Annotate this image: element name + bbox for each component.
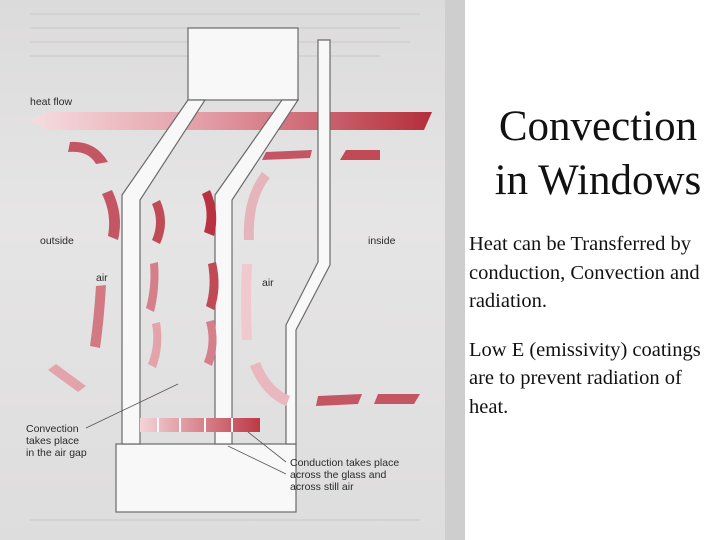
outside-convection-arrows <box>48 142 120 392</box>
slide-title-line-2: in Windows <box>494 157 702 204</box>
scan-edge <box>445 0 465 540</box>
slide-body <box>469 230 717 441</box>
label-air-room: air <box>262 277 274 289</box>
slide-title <box>478 100 718 208</box>
callout-conduction-line-2: across the glass and <box>290 469 387 481</box>
callout-convection-line-3: in the air gap <box>26 447 87 459</box>
body-paragraph-low-e: Low E (emissivity) coatings are to prevent radiation of heat. <box>469 338 701 418</box>
gap-convection-arrows <box>146 190 219 368</box>
label-air-gap: air <box>96 272 108 284</box>
outer-glass-pane <box>122 100 205 444</box>
callout-convection-line-1: Convection <box>26 423 79 435</box>
label-outside: outside <box>40 235 74 247</box>
callout-conduction-line-1: Conduction takes place <box>290 457 400 469</box>
wall-lower <box>116 444 296 512</box>
label-inside: inside <box>368 235 396 247</box>
label-heat-flow: heat flow <box>30 96 73 108</box>
conduction-bars <box>140 418 260 432</box>
body-paragraph-heat-transfer: Heat can be Transferred by conduction, Convection and radiation. <box>469 233 700 312</box>
wall-upper <box>188 28 298 100</box>
callout-convection-line-2: takes place <box>26 435 80 447</box>
slide-title-line-1: Convection <box>498 103 698 150</box>
heat-flow-arrow <box>30 112 432 130</box>
callout-conduction-line-3: across still air <box>290 481 354 493</box>
